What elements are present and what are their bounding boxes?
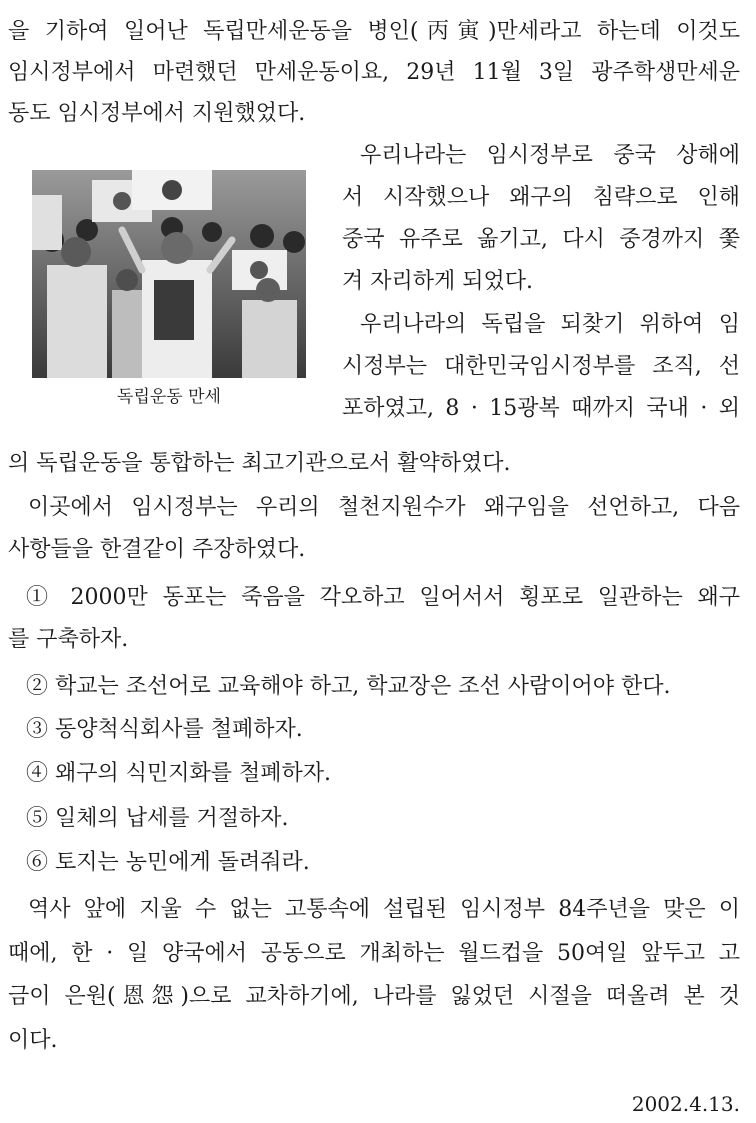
photo-image <box>32 170 306 378</box>
text-line: 포하였고, 8 · 15광복 때까지 국내 · 외 <box>342 396 740 421</box>
text-line: 의 독립운동을 통합하는 최고기관으로서 활약하였다. <box>8 451 511 476</box>
text-line: 겨 자리하게 되었다. <box>342 269 533 294</box>
text-line: 동도 임시정부에서 지원했었다. <box>8 101 306 126</box>
claim-item: ③ 동양척식회사를 철폐하자. <box>26 717 303 742</box>
text-line: 시정부는 대한민국임시정부를 조직, 선 <box>342 354 740 379</box>
text-line: 이곳에서 임시정부는 우리의 철천지원수가 왜구임을 선언하고, 다음 <box>28 495 740 520</box>
text-line: 때에, 한 · 일 양국에서 공동으로 개최하는 월드컵을 50여일 앞두고 고 <box>8 941 740 966</box>
text-line: 이다. <box>8 1028 58 1053</box>
protest-photo <box>32 170 306 378</box>
text-line: 임시정부에서 마련했던 만세운동이요, 29년 11월 3일 광주학생만세운 <box>8 60 740 85</box>
text-line: 서 시작했으나 왜구의 침략으로 인해 <box>342 185 740 210</box>
document-date: 2002.4.13. <box>631 1092 740 1116</box>
text-line: 금이 은원(恩怨)으로 교차하기에, 나라를 잃었던 시절을 떠올려 본 것 <box>8 984 740 1009</box>
photo-caption: 독립운동 만세 <box>117 387 221 407</box>
claim-item: ① 2000만 동포는 죽음을 각오하고 일어서서 횡포로 일관하는 왜구 <box>26 585 740 610</box>
claim-item: ⑥ 토지는 농민에게 돌려줘라. <box>26 850 310 875</box>
text-line: 역사 앞에 지울 수 없는 고통속에 설립된 임시정부 84주년을 맞은 이 <box>28 897 740 922</box>
text-line: 을 기하여 일어난 독립만세운동을 병인(丙寅)만세라고 하는데 이것도 <box>8 19 740 44</box>
claim-item: 를 구축하자. <box>8 627 129 652</box>
text-line: 우리나라는 임시정부로 중국 상해에 <box>360 143 740 168</box>
text-line: 사항들을 한결같이 주장하였다. <box>8 537 306 562</box>
text-line: 우리나라의 독립을 되찾기 위하여 임 <box>360 312 740 337</box>
claim-item: ④ 왜구의 식민지화를 철폐하자. <box>26 761 331 786</box>
text-line: 중국 유주로 옮기고, 다시 중경까지 쫓 <box>342 227 740 252</box>
claim-item: ⑤ 일체의 납세를 거절하자. <box>26 806 289 831</box>
claim-item: ② 학교는 조선어로 교육해야 하고, 학교장은 조선 사람이어야 한다. <box>26 674 671 699</box>
